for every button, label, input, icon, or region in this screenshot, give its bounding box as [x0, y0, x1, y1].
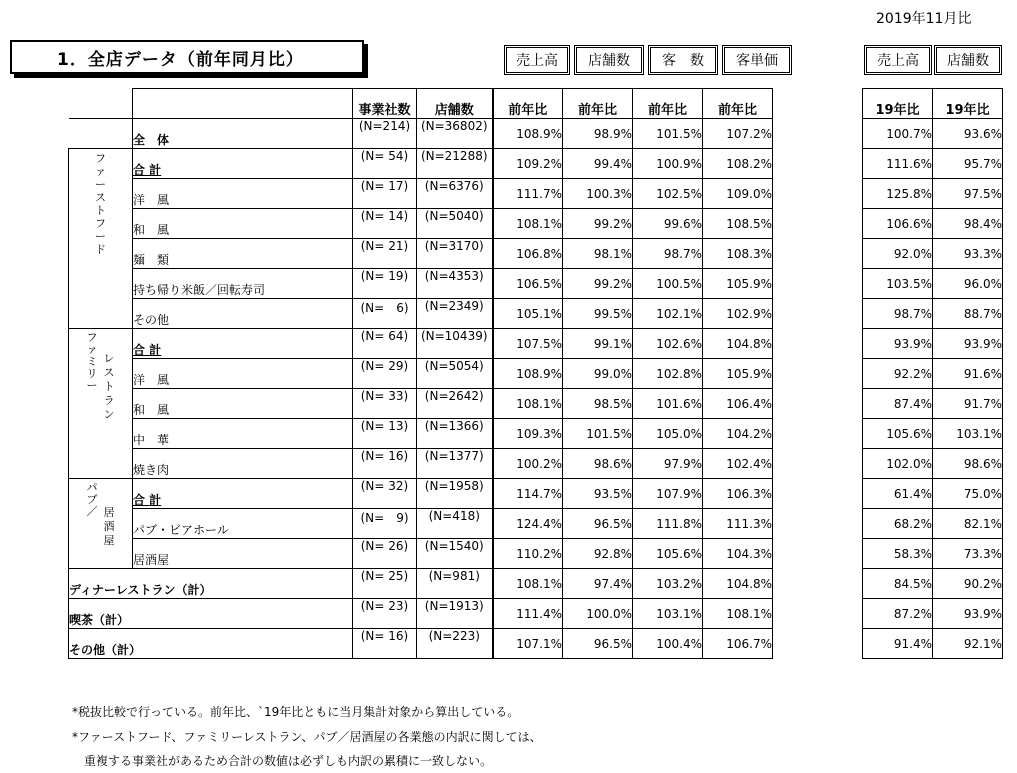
table-row: 91.4% 92.1% — [863, 629, 1003, 659]
col-header-yoy-customers: 前年比 — [633, 89, 703, 119]
report-date: 2019年11月比 — [876, 11, 972, 27]
row-label: その他 — [133, 299, 353, 329]
table-row: 和 風 (N= 33) (N=2642) 108.1% 98.5% 101.6% 106.4% — [133, 389, 772, 417]
right-header-box-sales: 売上高 — [866, 47, 930, 73]
column-header-row — [863, 89, 1003, 119]
table-row: パブ・ビアホール (N= 9) (N=418) 124.4% 96.5% 111.8% 111.3% — [133, 509, 772, 537]
section-title: 1．全店データ（前年同月比） — [57, 50, 304, 70]
col-header-stores: 店舗数 — [417, 89, 493, 119]
group-label-family-restaurant: フ ァ ミ リ ー レ ス ト ラ ン — [69, 329, 133, 479]
row-label: 麺 類 — [133, 239, 353, 269]
table-row: 和 風 (N= 14) (N=5040) 108.1% 99.2% 99.6% 108.5% — [133, 209, 772, 237]
row-label: ディナーレストラン（計） — [69, 569, 353, 599]
table-row: 61.4% 75.0% — [863, 479, 1003, 509]
table-row: フ ァ ミ リ ー レ ス ト ラ ン 合 計 (N= 64) (N=10439) 107.5% 99.1% 102.6% 104.8% — [69, 329, 773, 359]
table-row: 麺 類 (N= 21) (N=3170) 106.8% 98.1% 98.7% 108.3% — [133, 239, 772, 267]
row-label: 全 体 — [133, 119, 353, 149]
col-header-yoy-unit-price: 前年比 — [703, 89, 773, 119]
col-header-yoy-sales: 前年比 — [493, 89, 563, 119]
table-row: パ ブ ／ 居 酒 屋 合 計 (N= 32) (N=1958) 114.7% 93.5% 107.9% 106.3% — [69, 479, 773, 509]
col-header-vs19-sales: 19年比 — [863, 89, 933, 119]
table-row: 111.6% 95.7% — [863, 149, 1003, 179]
header-box-sales: 売上高 — [506, 47, 568, 73]
table-row: 105.6% 103.1% — [863, 419, 1003, 449]
table-row: 103.5% 96.0% — [863, 269, 1003, 299]
col-header-companies: 事業社数 — [353, 89, 417, 119]
row-label: 洋 風 — [133, 359, 353, 389]
table-row: 洋 風 (N= 29) (N=5054) 108.9% 99.0% 102.8% 105.9% — [133, 359, 772, 387]
table-row: 100.7% 93.6% — [863, 119, 1003, 149]
vs-2019-table — [862, 88, 1003, 659]
table-row: 125.8% 97.5% — [863, 179, 1003, 209]
main-data-table — [68, 88, 773, 659]
footnote-3: 重複する事業社があるため合計の数値は必ずしも内訳の累積に一致しない。 — [72, 754, 493, 768]
row-label: 和 風 — [133, 209, 353, 239]
table-row: 102.0% 98.6% — [863, 449, 1003, 479]
group-label-fastfood: フ ァ ー ス ト フ ー ド — [69, 149, 133, 329]
table-row: 92.0% 93.3% — [863, 239, 1003, 269]
header-box-unit-price: 客単価 — [724, 47, 790, 73]
row-label: 合 計 — [133, 149, 353, 179]
table-row: 87.4% 91.7% — [863, 389, 1003, 419]
table-row: 洋 風 (N= 17) (N=6376) 111.7% 100.3% 102.5% 109.0% — [133, 179, 772, 207]
table-row: その他 (N= 6) (N=2349) 105.1% 99.5% 102.1% 102.9% — [133, 299, 772, 327]
section-title-box — [10, 40, 364, 74]
col-header-yoy-stores: 前年比 — [563, 89, 633, 119]
table-row: 93.9% 93.9% — [863, 329, 1003, 359]
table-row: 98.7% 88.7% — [863, 299, 1003, 329]
footnote-1: *税抜比較で行っている。前年比、`19年比ともに当月集計対象から算出している。 — [72, 705, 520, 719]
row-label: 焼き肉 — [133, 449, 353, 479]
right-header-box-stores: 店舗数 — [936, 47, 1000, 73]
col-header-vs19-stores: 19年比 — [933, 89, 1003, 119]
row-label: 持ち帰り米飯／回転寿司 — [133, 269, 353, 299]
column-header-row — [69, 89, 773, 119]
table-row: 持ち帰り米飯／回転寿司 (N= 19) (N=4353) 106.5% 99.2% 100.5% 105.9% — [133, 269, 772, 297]
table-row: 58.3% 73.3% — [863, 539, 1003, 569]
table-row: 68.2% 82.1% — [863, 509, 1003, 539]
table-row: 87.2% 93.9% — [863, 599, 1003, 629]
table-row: 全 体 (N=214) (N=36802) 108.9% 98.9% 101.5% 107.2% — [69, 119, 773, 149]
table-row: 中 華 (N= 13) (N=1366) 109.3% 101.5% 105.0% 104.2% — [133, 419, 772, 447]
footnote-2: *ファーストフード、ファミリーレストラン、パブ／居酒屋の各業態の内訳に関しては、 — [72, 730, 542, 744]
row-label: 洋 風 — [133, 179, 353, 209]
table-row: その他（計） (N= 16) (N=223) 107.1% 96.5% 100.4% 106.7% — [69, 629, 772, 657]
table-row: 106.6% 98.4% — [863, 209, 1003, 239]
table-row: ディナーレストラン（計） (N= 25) (N=981) 108.1% 97.4% 103.2% 104.8% — [69, 569, 772, 597]
table-row: 92.2% 91.6% — [863, 359, 1003, 389]
row-label: 喫茶（計） — [69, 599, 353, 629]
row-label: パブ・ビアホール — [133, 509, 353, 539]
row-label: 居酒屋 — [133, 539, 353, 569]
row-label: 合 計 — [133, 479, 353, 509]
row-label: 和 風 — [133, 389, 353, 419]
header-box-customers: 客 数 — [650, 47, 716, 73]
table-row: 喫茶（計） (N= 23) (N=1913) 111.4% 100.0% 103.1% 108.1% — [69, 599, 772, 627]
table-row: 居酒屋 (N= 26) (N=1540) 110.2% 92.8% 105.6% 104.3% — [133, 539, 772, 567]
row-label: 合 計 — [133, 329, 353, 359]
row-label: 中 華 — [133, 419, 353, 449]
table-row: フ ァ ー ス ト フ ー ド 合 計 (N= 54) (N=21288) 109.2% 99.4% 100.9% 108.2% — [69, 149, 773, 179]
group-label-pub: パ ブ ／ 居 酒 屋 — [69, 479, 133, 569]
table-row: 焼き肉 (N= 16) (N=1377) 100.2% 98.6% 97.9% 102.4% — [133, 449, 772, 477]
row-label: その他（計） — [69, 629, 353, 659]
header-box-stores: 店舗数 — [576, 47, 642, 73]
table-row: 84.5% 90.2% — [863, 569, 1003, 599]
